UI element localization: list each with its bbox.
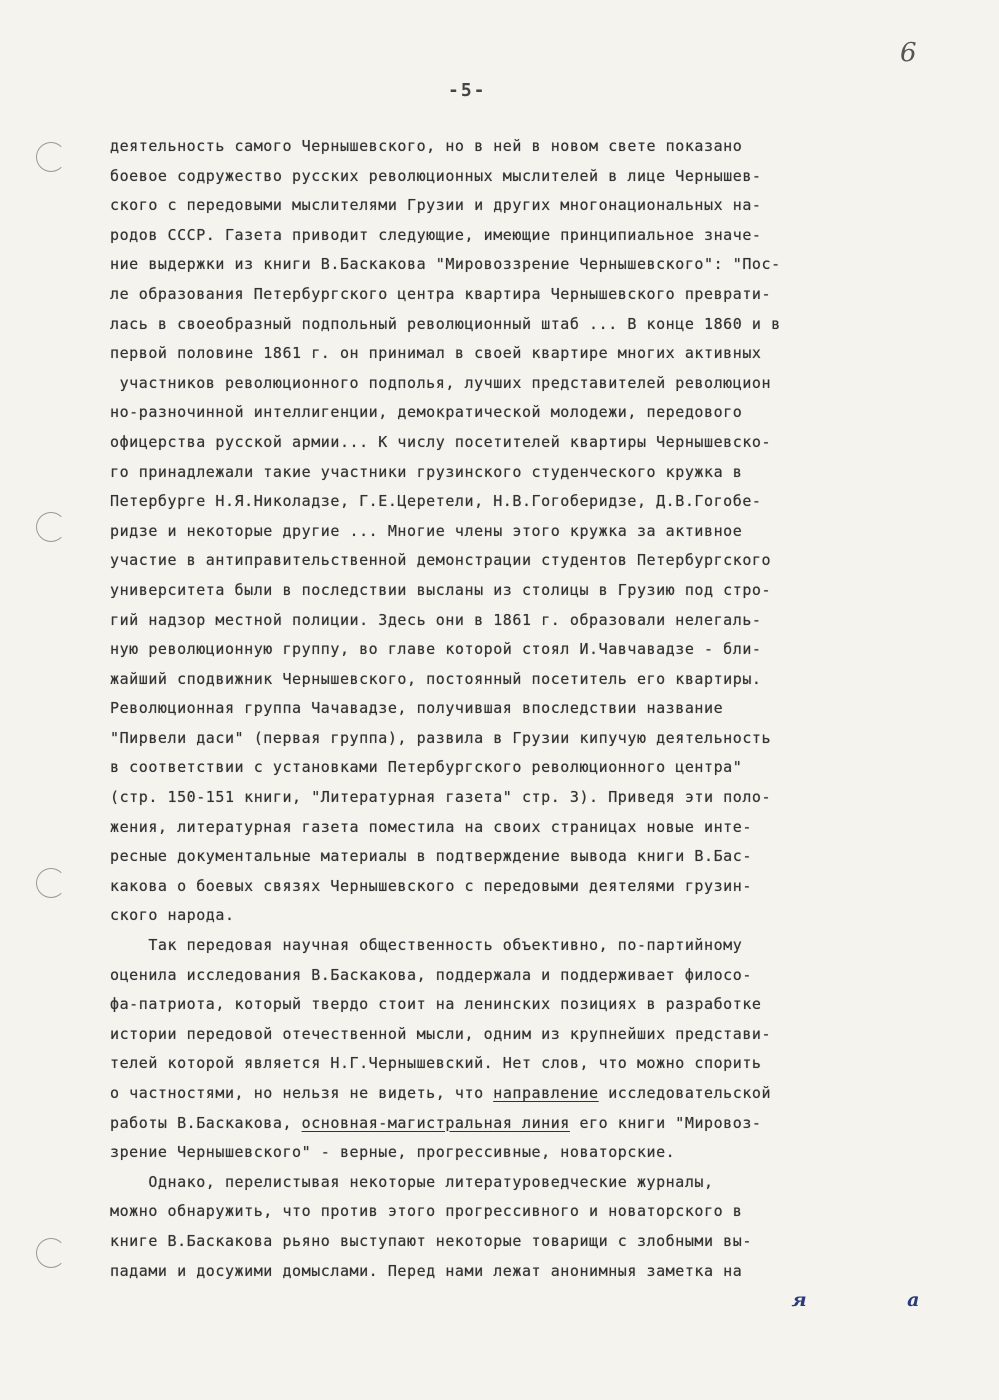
text-line: го принадлежали такие участники грузинского студенческого кружка в — [110, 462, 743, 481]
text-line: жения, литературная газета поместила на своих страницах новые инте- — [110, 817, 752, 836]
text-line: ского народа. — [110, 906, 235, 925]
punch-hole-mark — [36, 142, 66, 172]
text-line: ресные документальные материалы в подтверждение вывода книги В.Бас- — [110, 847, 752, 866]
text-line: боевое содружество русских революционных мыслителей в лице Чернышев- — [110, 166, 762, 185]
text-line: Так передовая научная общественность объективно, по-партийному — [110, 936, 743, 955]
text-line: какова о боевых связях Чернышевского с передовыми деятелями грузин- — [110, 876, 752, 895]
text-line: офицерства русской армии... К числу посетителей квартиры Чернышевско- — [110, 432, 772, 451]
text-line: телей которой является Н.Г.Чернышевский. Нет слов, что можно спорить — [110, 1054, 762, 1073]
text-line: гий надзор местной полиции. Здесь они в 1861 г. образовали нелегаль- — [110, 610, 762, 629]
underlined-phrase: основная-магистральная линия — [301, 1113, 570, 1132]
text-line: зрение Чернышевского" - верные, прогрессивные, новаторские. — [110, 1143, 676, 1162]
text-line: но-разночинной интеллигенции, демократической молодежи, передового — [110, 403, 743, 422]
document-body — [110, 132, 950, 1311]
text-line: ридзе и некоторые другие ... Многие члены этого кружка за активное — [110, 521, 743, 540]
text-line: деятельность самого Чернышевского, но в ней в новом свете показано — [110, 137, 743, 155]
underlined-phrase: направление — [493, 1084, 599, 1102]
text-line: можно обнаружить, что против этого прогрессивного и новаторского в — [110, 1202, 743, 1221]
text-line: участие в антиправительственной демонстрации студентов Петербургского — [110, 551, 772, 570]
text-line: падами и досужими домыслами. Перед нами лежат анонимныя заметка на — [110, 1261, 743, 1280]
text-line: "Пирвели даси" (первая группа), развила в Грузии кипучую деятельность — [110, 728, 772, 747]
text-line: ние выдержки из книги В.Баскакова "Мировоззрение Чернышевского": "Пос- — [110, 255, 781, 274]
text-line: родов СССР. Газета приводит следующие, имеющие принципиальное значе- — [110, 225, 762, 244]
text-line: работы В.Баскакова, основная-магистральная линия его книги "Мировоз- — [110, 1113, 762, 1132]
handwritten-correction: а — [907, 1288, 920, 1311]
archive-page-number: 6 — [900, 38, 917, 68]
punch-hole-mark — [36, 868, 66, 898]
text-line: жайший сподвижник Чернышевского, постоянный посетитель его квартиры. — [110, 669, 762, 688]
text-line: лась в своеобразный подпольный революционный штаб ... В конце 1860 и в — [110, 314, 781, 333]
text-line: книге В.Баскакова рьяно выступают некоторые товарищи с злобными вы- — [110, 1231, 752, 1250]
text-line: ную революционную группу, во главе которой стоял И.Чавчавадзе - бли- — [110, 640, 762, 659]
text-line: первой половине 1861 г. он принимал в своей квартире многих активных — [110, 344, 762, 363]
text-line: фа-патриота, который твердо стоит на ленинских позициях в разработке — [110, 995, 762, 1014]
typed-page-number: -5- — [448, 80, 487, 101]
text-line: университета были в последствии высланы из столицы в Грузию под стро- — [110, 580, 772, 599]
text-line: Однако, перелистывая некоторые литературоведческие журналы, — [110, 1172, 714, 1191]
text-line: в соответствии с установками Петербургского революционного центра" — [110, 758, 743, 777]
text-line: (стр. 150-151 книги, "Литературная газета" стр. 3). Приведя эти поло- — [110, 788, 772, 807]
text-line: истории передовой отечественной мысли, одним из крупнейших представи- — [110, 1024, 772, 1043]
handwritten-correction: я — [791, 1288, 808, 1311]
punch-hole-mark — [36, 512, 66, 542]
text-line: участников революционного подполья, лучших представителей революцион — [110, 373, 772, 392]
text-line: Революционная группа Чачавадзе, получившая впоследствии название — [110, 699, 724, 718]
text-line: ле образования Петербургского центра квартира Чернышевского преврати- — [110, 284, 772, 303]
text-line: о частностями, но нельзя не видеть, что направление исследовательской — [110, 1084, 772, 1102]
text-line: Петербурге Н.Я.Николадзе, Г.Е.Церетели, Н.В.Гогоберидзе, Д.В.Гогобе- — [110, 492, 762, 511]
punch-hole-mark — [36, 1238, 66, 1268]
text-line: оценила исследования В.Баскакова, поддержала и поддерживает филосо- — [110, 965, 752, 984]
text-line: ского с передовыми мыслителями Грузии и других многонациональных на- — [110, 196, 762, 215]
